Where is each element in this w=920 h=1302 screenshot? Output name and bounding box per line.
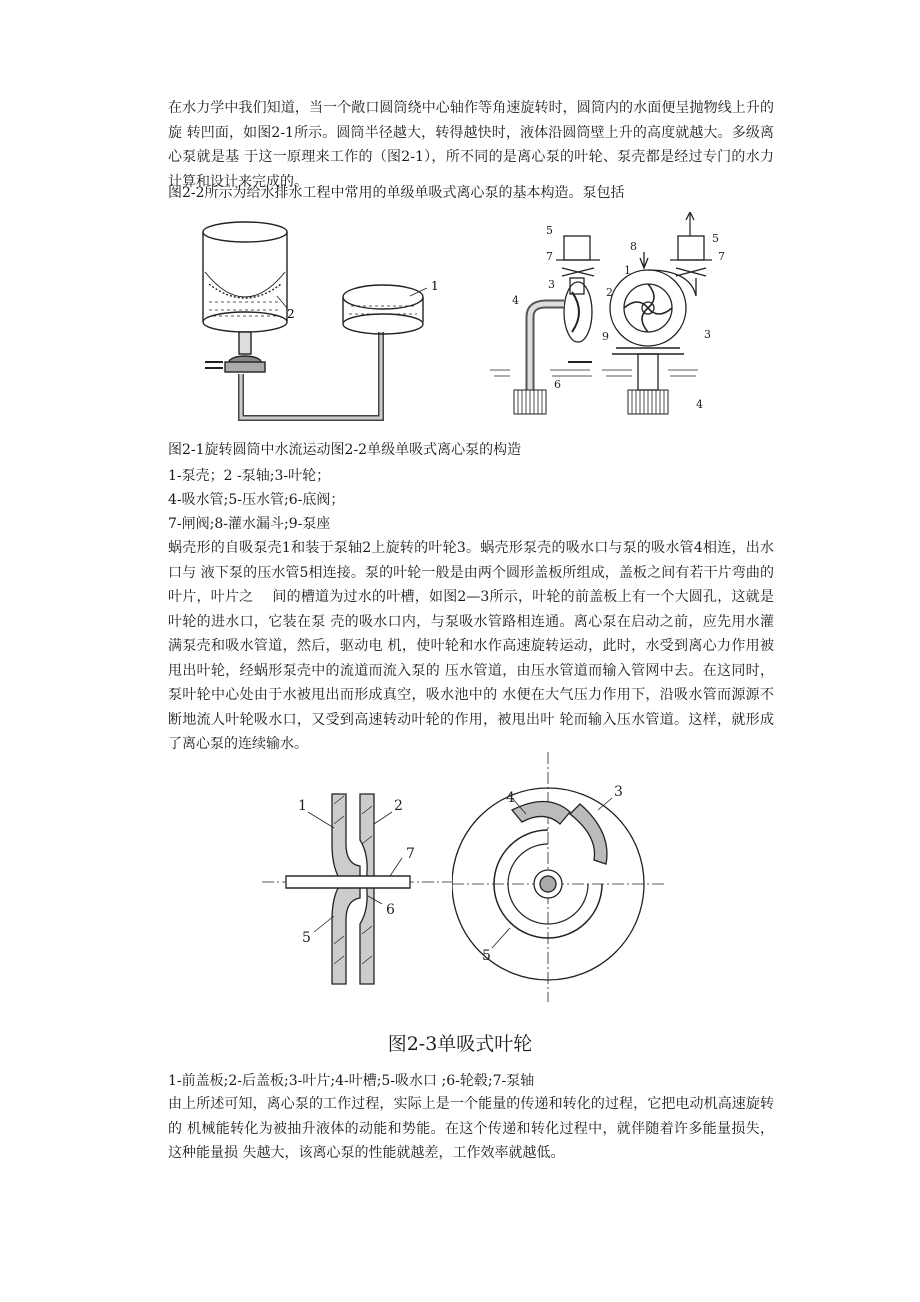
fig2-3-label-1: 1 [298, 798, 307, 814]
legend-line-2: 4-吸水管;5-压水管;6-底阀； [168, 492, 345, 508]
fig2-2-label-9: 9 [602, 330, 609, 343]
figure-2-1-rotating-cylinder [195, 212, 455, 434]
paragraph-pump-description: 蜗壳形的自吸泵壳1和装于泵轴2上旋转的叶轮3。蜗壳形泵壳的吸水口与泵的吸水管4相连，出水口与 液下泵的压水管5相连接。泵的叶轮一般是由两个圆形盖板所组成，盖板之间有若干片弯曲的叶片，叶片之 间的槽道为过水的叶槽，如图2—3所示，叶轮的前盖板上有一个大圆孔，这就是叶轮的进水口，它装在泵 壳的吸水口内，与泵吸水管路相连通。离心泵在启动之前，应先用水灌满泵壳和吸水管道，然后，驱动电 机，使叶轮和水作高速旋转运动，此时，水受到离心力作用被甩出叶轮，经蜗形泵壳中的流道而流入泵的 压水管道，由压水管道而输入管网中去。在这同时，泵叶轮中心处由于水被甩出而形成真空，吸水池中的 水便在大气压力作用下，沿吸水管而源源不断地流人叶轮吸水口，又受到高速转动叶轮的作用，被甩出叶 轮而输入压水管道。这样，就形成了离心泵的连续输水。 [168, 540, 774, 752]
fig2-2-label-1: 1 [624, 264, 631, 277]
fig2-2-label-4a: 4 [512, 294, 519, 307]
fig2-2-label-5a: 5 [546, 224, 553, 237]
figure-2-3-front-view [452, 752, 682, 1004]
paragraph-conclusion: 由上所述可知，离心泵的工作过程，实际上是一个能量的传递和转化的过程，它把电动机高速旋转的 机械能转化为被抽升液体的动能和势能。在这个传递和转化过程中，就伴随着许多能量损失，这种能量损 失越大，该离心泵的性能就越差，工作效率就越低。 [168, 1096, 774, 1161]
figure-2-2-pump-construction [490, 212, 740, 434]
fig2-3-label-6: 6 [386, 902, 395, 918]
fig2-3-label-5a: 5 [302, 930, 311, 946]
fig2-2-label-3b: 3 [704, 328, 711, 341]
legend-line-3: 7-闸阀;8-灌水漏斗;9-泵座 [168, 516, 331, 532]
fig2-3-label-7: 7 [406, 846, 415, 862]
legend-line-1: 1-泵壳；2 -泵轴;3-叶轮； [168, 468, 331, 484]
paragraph-intro: 在水力学中我们知道，当一个敞口圆筒绕中心轴作等角速旋转时，圆筒内的水面便呈抛物线上升的旋 转凹面，如图2-1所示。圆筒半径越大，转得越快时，液体沿圆筒壁上升的高度就越大。多级离心泵就是基 于这一原理来工作的（图2-1），所不同的是离心泵的叶轮、泵壳都是经过专门的水力计算和设计来完成的。 [168, 100, 774, 190]
fig2-3-label-3: 3 [614, 784, 623, 800]
fig2-2-label-3a: 3 [548, 278, 555, 291]
fig2-2-label-7b: 7 [718, 250, 725, 263]
fig2-2-label-7a: 7 [546, 250, 553, 263]
fig2-2-label-2: 2 [606, 286, 613, 299]
fig2-3-label-4: 4 [506, 790, 515, 806]
figure-2-3-caption: 图2-3单吸式叶轮 [387, 1033, 533, 1055]
fig2-3-label-2: 2 [394, 798, 403, 814]
fig2-2-label-6: 6 [554, 378, 561, 391]
figure-2-3-legend: 1-前盖板;2-后盖板;3-叶片;4-叶槽;5-吸水口 ;6-轮毂;7-泵轴 [168, 1073, 535, 1089]
fig2-3-label-5b: 5 [482, 948, 491, 964]
paragraph-fig2-2-intro: 图2-2所示为给水排水工程中常用的单级单吸式离心泵的基本构造。泵包括 [168, 185, 625, 201]
figure-1-2-caption: 图2-1旋转圆筒中水流运动图2-2单级单吸式离心泵的构造 [168, 442, 522, 458]
fig2-2-label-8: 8 [630, 240, 637, 253]
figure-2-3-section-view [262, 784, 462, 1002]
fig2-1-label-1: 1 [431, 279, 439, 293]
fig2-2-label-5b: 5 [712, 232, 719, 245]
fig2-1-label-2: 2 [287, 307, 295, 321]
fig2-2-label-4b: 4 [696, 398, 703, 411]
